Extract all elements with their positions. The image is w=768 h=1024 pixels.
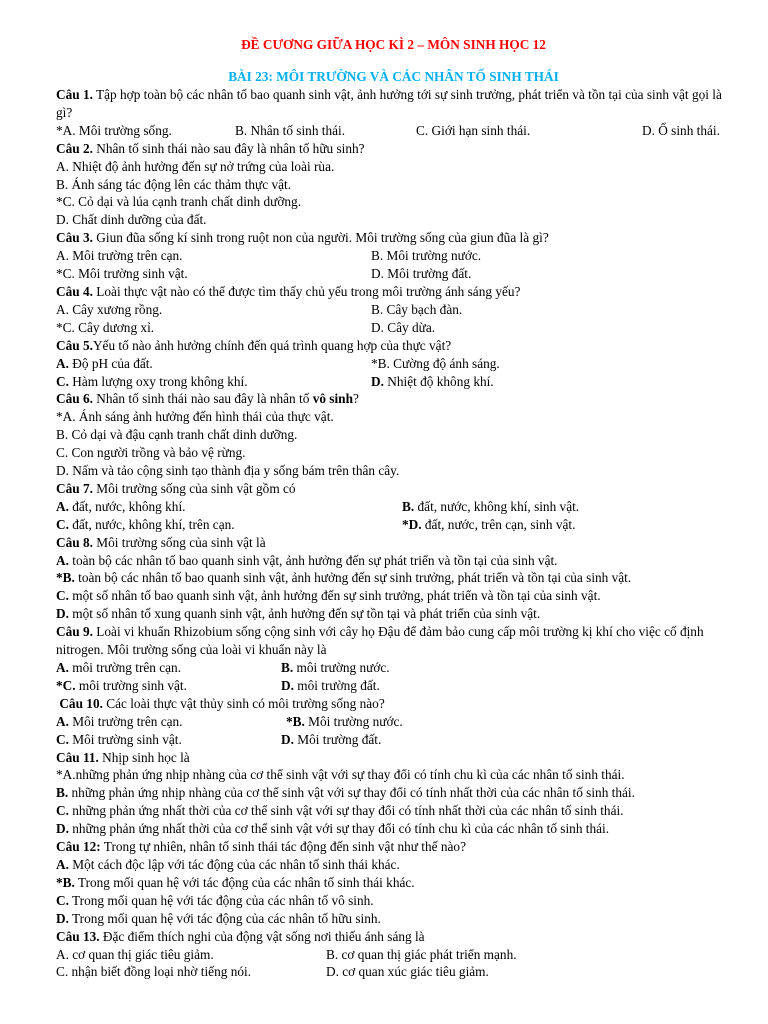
answer-13d: D. cơ quan xúc giác tiêu giảm. (326, 964, 489, 980)
answer-1d: D. Ổ sinh thái. (642, 122, 720, 138)
answer-11a: *A.những phản ứng nhịp nhàng của cơ thể sinh vật với sự thay đổi có tính chu kì của các nhân tố sinh thái. (56, 767, 625, 783)
question-10: Câu 10. Các loài thực vật thủy sinh có môi trường sống nào? (59, 695, 385, 711)
answer-11b: B. những phản ứng nhịp nhàng của cơ thể sinh vật với sự thay đổi có tính nhất thời của các nhân tố sinh thái. (56, 785, 635, 801)
question-6: Câu 6. Nhân tố sinh thái nào sau đây là nhân tố vô sinh? (56, 391, 359, 407)
answer-2c: *C. Cỏ dại và lúa cạnh tranh chất dinh dưỡng. (56, 194, 302, 210)
answer-7d: *D. đất, nước, trên cạn, sinh vật. (402, 516, 576, 532)
answer-9d: D. môi trường đất. (281, 677, 380, 693)
answers-5cd (56, 373, 731, 391)
answer-4b: B. Cây bạch đàn. (371, 301, 463, 317)
answers-1 (56, 122, 731, 140)
answer-8d: D. một số nhân tố xung quanh sinh vật, ảnh hưởng đến sự tồn tại và phát triển của sinh vật. (56, 606, 541, 622)
answer-13b: B. cơ quan thị giác phát triển mạnh. (326, 946, 517, 962)
answer-4a: A. Cây xương rồng. (56, 301, 163, 317)
answer-9c: *C. môi trường sinh vật. (56, 677, 187, 693)
answers-13ab (56, 946, 731, 964)
answer-10b: *B. Môi trường nước. (286, 713, 403, 729)
answer-1c: C. Giới hạn sinh thái. (416, 122, 531, 138)
answers-5ab (56, 355, 731, 373)
answer-3c: *C. Môi trường sinh vật. (56, 266, 188, 282)
answers-3cd (56, 265, 731, 283)
answers-4ab (56, 301, 731, 319)
answers-3ab (56, 247, 731, 265)
answer-8a: A. toàn bộ các nhân tố bao quanh sinh vật, ảnh hưởng đến sự phát triển và tồn tại của sinh vật. (56, 552, 558, 568)
document-title: ĐỀ CƯƠNG GIỮA HỌC KÌ 2 – MÔN SINH HỌC 12 (241, 37, 546, 52)
answer-10d: D. Môi trường đất. (281, 731, 382, 747)
question-8: Câu 8. Môi trường sống của sinh vật là (56, 534, 266, 550)
answer-11c: C. những phản ứng nhất thời của cơ thể sinh vật với sự thay đổi có tính nhất thời của các nhân tố sinh thái. (56, 803, 624, 819)
answers-9cd (56, 677, 731, 695)
answer-2d: D. Chất dinh dưỡng của đất. (56, 212, 207, 228)
answer-12c: C. Trong mối quan hệ với tác động của các nhân tố vô sinh. (56, 892, 374, 908)
answer-5b: *B. Cường độ ánh sáng. (371, 355, 500, 371)
lesson-title: BÀI 23: MÔI TRƯỜNG VÀ CÁC NHÂN TỐ SINH THÁI (228, 69, 559, 84)
answer-10a: A. Môi trường trên cạn. (56, 713, 183, 729)
answer-6c: C. Con người trồng và bảo vệ rừng. (56, 445, 246, 461)
answer-5c: C. Hàm lượng oxy trong không khí. (56, 373, 248, 389)
answer-7a: A. đất, nước, không khí. (56, 498, 186, 514)
answers-4cd (56, 319, 731, 337)
question-11: Câu 11. Nhịp sinh học là (56, 749, 190, 765)
answer-3d: D. Môi trường đất. (371, 266, 472, 282)
answer-5a: A. Độ pH của đất. (56, 355, 153, 371)
answer-4d: D. Cây dừa. (371, 319, 436, 335)
answer-6a: *A. Ánh sáng ảnh hưởng đến hình thái của thực vật. (56, 409, 334, 425)
question-7: Câu 7. Môi trường sống của sinh vật gồm có (56, 480, 296, 496)
question-4: Câu 4. Loài thực vật nào có thể được tìm thấy chủ yếu trong môi trường ánh sáng yếu? (56, 283, 521, 299)
answer-1b: B. Nhân tố sinh thái. (235, 122, 346, 138)
answers-13cd (56, 963, 731, 981)
answer-12d: D. Trong mối quan hệ với tác động của các nhân tố hữu sinh. (56, 910, 381, 926)
answers-7ab (56, 498, 731, 516)
answer-2b: B. Ánh sáng tác động lên các thảm thực vật. (56, 176, 292, 192)
question-2: Câu 2. Nhân tố sinh thái nào sau đây là nhân tố hữu sinh? (56, 140, 365, 156)
answer-11d: D. những phản ứng nhất thời của cơ thể sinh vật với sự thay đổi có tính chu kì của các nhân tố sinh thái. (56, 821, 610, 837)
answer-12b: *B. Trong mối quan hệ với tác động của các nhân tố sinh thái khác. (56, 874, 415, 890)
answer-13a: A. cơ quan thị giác tiêu giảm. (56, 946, 214, 962)
answer-3b: B. Môi trường nước. (371, 248, 482, 264)
question-12: Câu 12: Trong tự nhiên, nhân tố sinh thái tác động đến sinh vật như thế nào? (56, 839, 466, 855)
answers-10cd (56, 731, 731, 749)
answer-8c: C. một số nhân tố bao quanh sinh vật, ảnh hưởng đến sự sinh trưởng, phát triển và tồn tại của sinh vật. (56, 588, 601, 604)
question-13: Câu 13. Đặc điểm thích nghi của động vật sống nơi thiếu ánh sáng là (56, 928, 425, 944)
answer-9b: B. môi trường nước. (281, 660, 390, 675)
question-9: Câu 9. Loài vi khuẩn Rhizobium sống cộng sinh với cây họ Đậu để đảm bảo cung cấp môi trường kị khí cho việc cố định nitrogen. Môi trường sống của loài vi khuẩn này là (56, 624, 704, 658)
answer-4c: *C. Cây dương xỉ. (56, 319, 155, 335)
answer-3a: A. Môi trường trên cạn. (56, 248, 183, 264)
question-5: Câu 5.Yếu tố nào ảnh hưởng chính đến quá trình quang hợp của thực vật? (56, 337, 452, 353)
question-1: Câu 1. Tập hợp toàn bộ các nhân tố bao quanh sinh vật, ảnh hưởng tới sự sinh trưởng, phát triển và tồn tại của sinh vật gọi là gì? (56, 87, 722, 120)
answer-7c: C. đất, nước, không khí, trên cạn. (56, 516, 235, 532)
answers-7cd (56, 516, 731, 534)
answer-6b: B. Cỏ dại và đậu cạnh tranh chất dinh dưỡng. (56, 427, 298, 443)
answer-1a: *A. Môi trường sống. (56, 122, 172, 138)
answer-6d: D. Nấm và tảo cộng sinh tạo thành địa y sống bám trên thân cây. (56, 463, 400, 479)
question-3: Câu 3. Giun đũa sống kí sinh trong ruột non của người. Môi trường sống của giun đũa là gì? (56, 230, 549, 246)
answer-10c: C. Môi trường sinh vật. (56, 731, 182, 747)
answer-2a: A. Nhiệt độ ảnh hưởng đến sự nở trứng của loài rùa. (56, 158, 335, 174)
answer-7b: B. đất, nước, không khí, sinh vật. (402, 498, 580, 514)
answer-12a: A. Một cách độc lập với tác động của các nhân tố sinh thái khác. (56, 856, 400, 872)
answer-8b: *B. toàn bộ các nhân tố bao quanh sinh vật, ảnh hưởng đến sự sinh trưởng, phát triển và tồn tại của sinh vật. (56, 570, 632, 586)
answer-13c: C. nhận biết đồng loại nhờ tiếng nói. (56, 964, 252, 980)
answer-9a: A. môi trường trên cạn. (56, 660, 182, 675)
answers-9ab (56, 659, 731, 677)
answer-5d: D. Nhiệt độ không khí. (371, 373, 494, 389)
answers-10ab (56, 713, 731, 731)
